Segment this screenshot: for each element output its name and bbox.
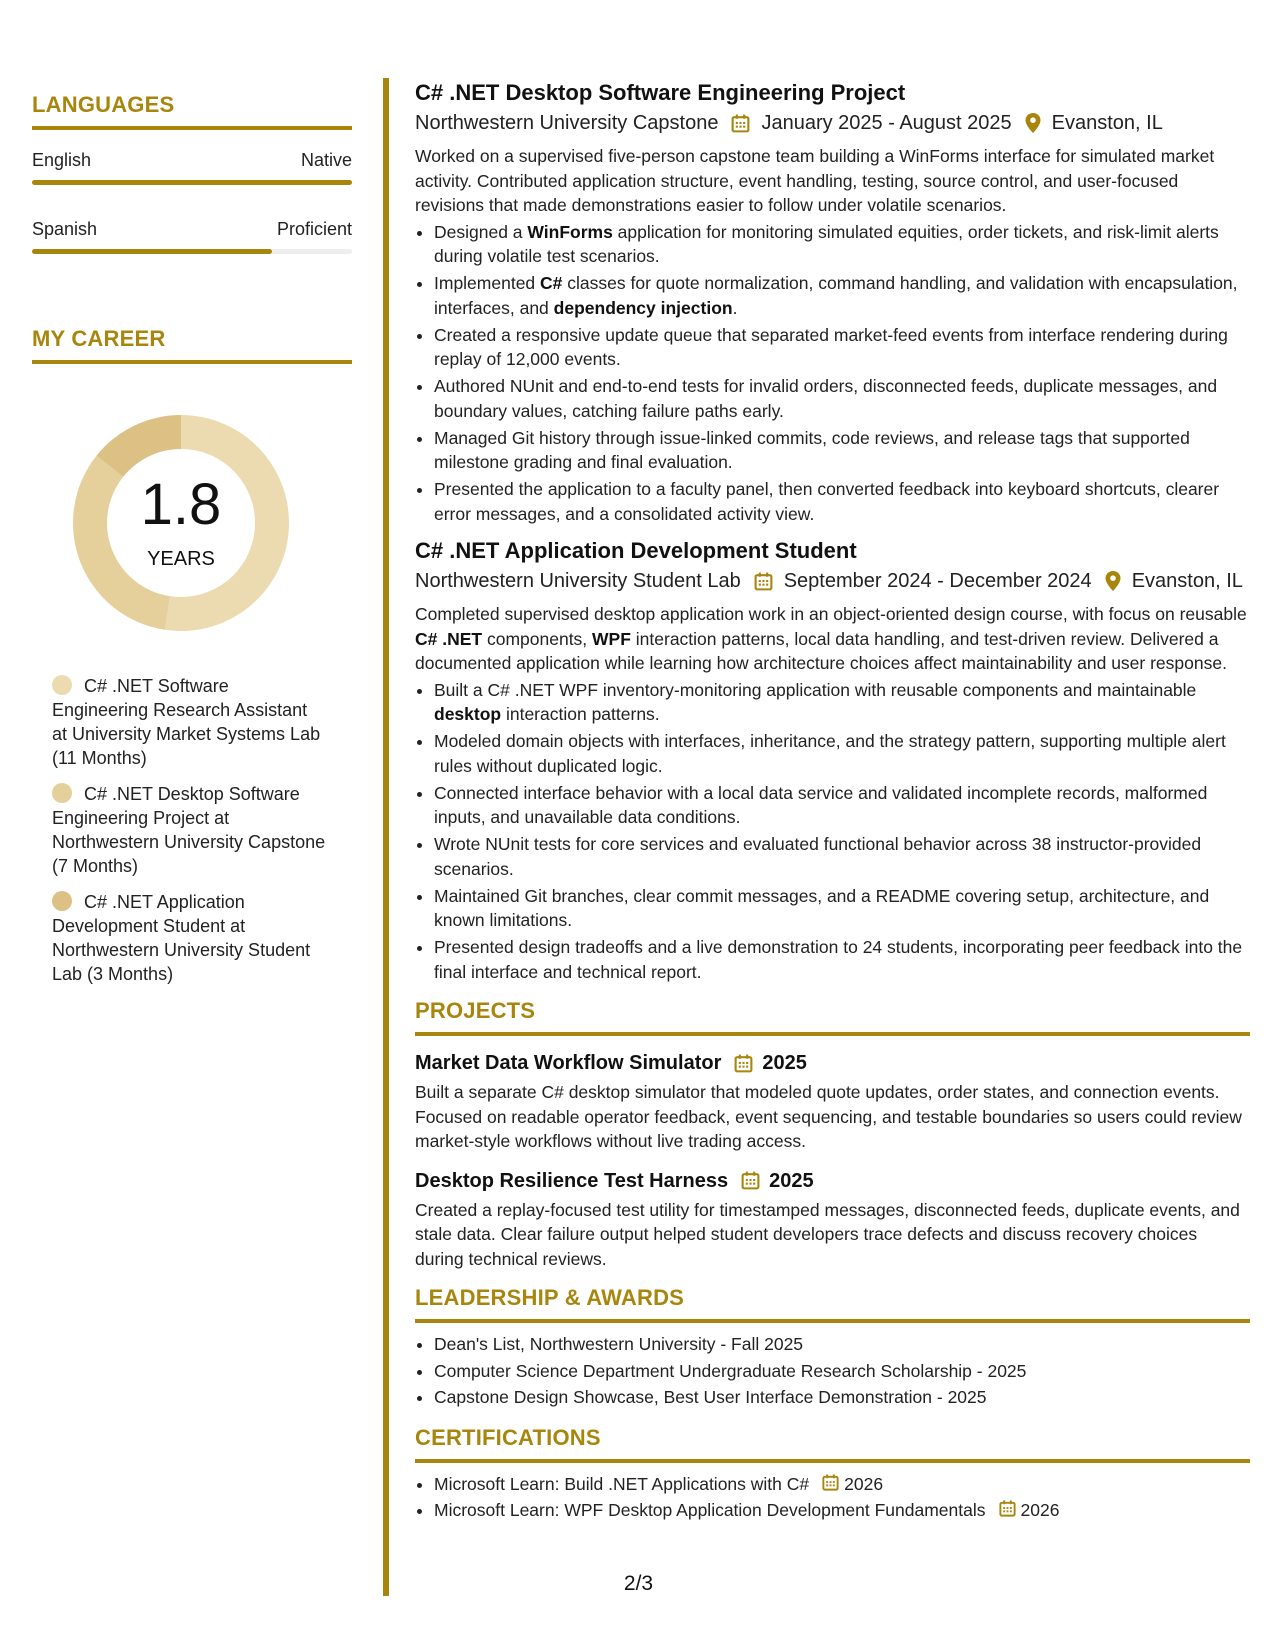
certification-year: 2026 bbox=[1020, 1500, 1060, 1520]
leadership-heading: LEADERSHIP & AWARDS bbox=[415, 1285, 685, 1310]
job-description: Worked on a supervised five-person capstone team building a WinForms interface for simulated market activity. Contributed application structure, event handling, testing, source control, and user-focused revisions that made demonstrations easier to follow under volatile scenarios. bbox=[415, 146, 1215, 215]
language-english bbox=[32, 150, 352, 185]
language-level: Native bbox=[300, 150, 352, 170]
job-meta bbox=[415, 108, 1250, 138]
job-bullet: • Built a C# .NET WPF inventory-monitoring application with reusable components and maintainable desktop interaction patterns. bbox=[434, 678, 1250, 727]
projects-rule bbox=[415, 1032, 1250, 1036]
legend-label: C# .NET Software Engineering Research Assistant at University Market Systems Lab (11 Months) bbox=[52, 676, 321, 768]
projects-heading: PROJECTS bbox=[415, 998, 536, 1023]
job-bullet: • Maintained Git branches, clear commit messages, and a README covering setup, architecture, and known limitations. bbox=[434, 884, 1250, 933]
projects-list bbox=[415, 1048, 1250, 1271]
job-bullet: • Modeled domain objects with interfaces, inheritance, and the strategy pattern, supporting multiple alert rules without duplicated logic. bbox=[434, 729, 1250, 778]
job-bullet: • Created a responsive update queue that separated market-feed events from interface rendering during replay of 12,000 events. bbox=[434, 323, 1250, 372]
project-header bbox=[415, 1166, 1250, 1196]
job-location: Evanston, IL bbox=[1131, 570, 1243, 592]
job-title: C# .NET Desktop Software Engineering Project bbox=[415, 80, 906, 105]
language-spanish bbox=[32, 219, 352, 254]
career-legend bbox=[32, 674, 327, 986]
language-proficiency-fill bbox=[32, 249, 272, 254]
project-name: Desktop Resilience Test Harness bbox=[415, 1169, 729, 1192]
job-bullet: • Connected interface behavior with a local data service and validated incomplete records, malformed inputs, and unavailable data conditions. bbox=[434, 781, 1250, 830]
job-description: Completed supervised desktop application work in an object-oriented design course, with focus on reusable C# .NET components, WPF interaction patterns, local data handling, and test-driven review. Delivered a documented application while learning how architecture choices affect maintainability and user response. bbox=[415, 604, 1247, 673]
projects-section bbox=[415, 998, 1250, 1271]
calendar-icon bbox=[821, 1473, 840, 1492]
job-meta bbox=[415, 566, 1250, 596]
job-bullets bbox=[415, 220, 1250, 527]
career-total-years: 1.8 bbox=[140, 472, 222, 537]
leadership-section bbox=[415, 1285, 1250, 1411]
column-divider bbox=[383, 78, 389, 1596]
certification-name: Microsoft Learn: Build .NET Applications with C# bbox=[434, 1473, 810, 1494]
job-dates: September 2024 - December 2024 bbox=[783, 570, 1092, 592]
language-proficiency-bar bbox=[32, 249, 352, 254]
leadership-rule bbox=[415, 1319, 1250, 1323]
legend-dot-icon bbox=[52, 675, 72, 695]
job-organization: Northwestern University Student Lab bbox=[415, 570, 741, 592]
job-title: C# .NET Application Development Student bbox=[415, 538, 857, 563]
career-donut-chart bbox=[66, 408, 296, 638]
project-header bbox=[415, 1048, 1250, 1078]
legend-dot-icon bbox=[52, 783, 72, 803]
career-rule bbox=[32, 360, 352, 364]
languages-heading: LANGUAGES bbox=[32, 92, 175, 117]
legend-label: C# .NET Application Development Student at Northwestern University Student Lab (3 Months) bbox=[52, 892, 311, 984]
certification-item bbox=[434, 1497, 1250, 1524]
language-name: English bbox=[32, 150, 92, 170]
language-proficiency-bar bbox=[32, 180, 352, 185]
award-item: • Capstone Design Showcase, Best User Interface Demonstration - 2025 bbox=[434, 1384, 1250, 1411]
project-description: Created a replay-focused test utility for timestamped messages, disconnected feeds, duplicate events, and stale data. Clear failure output helped student developers trace defects and discuss recovery choices during technical reviews. bbox=[415, 1199, 1240, 1269]
certification-year: 2026 bbox=[844, 1473, 884, 1494]
page-number bbox=[0, 1572, 1275, 1596]
job-dates: January 2025 - August 2025 bbox=[761, 112, 1012, 134]
calendar-icon bbox=[733, 1053, 754, 1074]
experience-entry bbox=[415, 78, 1250, 526]
language-name: Spanish bbox=[32, 219, 98, 239]
project-entry bbox=[415, 1166, 1250, 1272]
calendar-icon bbox=[740, 1170, 761, 1191]
project-description: Built a separate C# desktop simulator that modeled quote updates, order states, and connection events. Focused on readable operator feedback, event sequencing, and testable boundaries so users could review market-style workflows without live trading access. bbox=[415, 1082, 1242, 1151]
job-bullet: • Authored NUnit and end-to-end tests for invalid orders, disconnected feeds, duplicate messages, and boundary values, catching failure paths early. bbox=[434, 374, 1250, 423]
language-level: Proficient bbox=[276, 219, 352, 239]
job-bullet: • Wrote NUnit tests for core services and evaluated functional behavior across 38 instructor-provided scenarios. bbox=[434, 832, 1250, 881]
page-number-text: 2/3 bbox=[623, 1572, 654, 1595]
job-bullet: • Designed a WinForms application for monitoring simulated equities, order tickets, and risk-limit alerts during volatile test scenarios. bbox=[434, 220, 1250, 269]
calendar-icon bbox=[998, 1499, 1017, 1518]
legend-dot-icon bbox=[52, 891, 72, 911]
location-pin-icon bbox=[1104, 570, 1122, 592]
project-entry bbox=[415, 1048, 1250, 1154]
main-content bbox=[415, 78, 1250, 1524]
experience-entry bbox=[415, 536, 1250, 984]
project-year: 2025 bbox=[762, 1052, 807, 1074]
legend-label: C# .NET Desktop Software Engineering Project at Northwestern University Capstone (7 Months) bbox=[52, 784, 326, 876]
job-organization: Northwestern University Capstone bbox=[415, 112, 719, 134]
certifications-rule bbox=[415, 1459, 1250, 1463]
sidebar bbox=[32, 92, 352, 998]
language-proficiency-fill bbox=[32, 180, 352, 185]
calendar-icon bbox=[753, 571, 774, 592]
job-bullet: • Managed Git history through issue-linked commits, code reviews, and release tags that supported milestone grading and final evaluation. bbox=[434, 426, 1250, 475]
job-location: Evanston, IL bbox=[1051, 112, 1163, 134]
location-pin-icon bbox=[1024, 112, 1042, 134]
leadership-list bbox=[415, 1331, 1250, 1411]
languages-rule bbox=[32, 126, 352, 130]
career-total-unit: YEARS bbox=[147, 548, 215, 570]
job-bullet: • Presented the application to a faculty panel, then converted feedback into keyboard shortcuts, clearer error messages, and a consolidated activity view. bbox=[434, 477, 1250, 526]
legend-item bbox=[52, 674, 327, 770]
certifications-section bbox=[415, 1425, 1250, 1524]
experience-list bbox=[415, 78, 1250, 984]
certifications-heading: CERTIFICATIONS bbox=[415, 1424, 601, 1450]
certification-item bbox=[434, 1471, 1250, 1498]
project-name: Market Data Workflow Simulator bbox=[415, 1052, 722, 1074]
legend-item bbox=[52, 890, 327, 986]
job-bullets bbox=[415, 678, 1250, 985]
job-bullet: • Implemented C# classes for quote normalization, command handling, and validation with encapsulation, interfaces, and dependency injection. bbox=[434, 271, 1250, 320]
legend-item bbox=[52, 782, 327, 878]
career-heading: MY CAREER bbox=[32, 326, 166, 351]
award-item: • Dean's List, Northwestern University - Fall 2025 bbox=[434, 1331, 1250, 1358]
project-year: 2025 bbox=[769, 1169, 814, 1192]
certifications-list bbox=[415, 1471, 1250, 1524]
award-item: • Computer Science Department Undergraduate Research Scholarship - 2025 bbox=[434, 1358, 1250, 1385]
job-bullet: • Presented design tradeoffs and a live demonstration to 24 students, incorporating peer feedback into the final interface and technical report. bbox=[434, 935, 1250, 984]
calendar-icon bbox=[730, 113, 751, 134]
certification-name: Microsoft Learn: WPF Desktop Application Development Fundamentals bbox=[434, 1500, 986, 1520]
